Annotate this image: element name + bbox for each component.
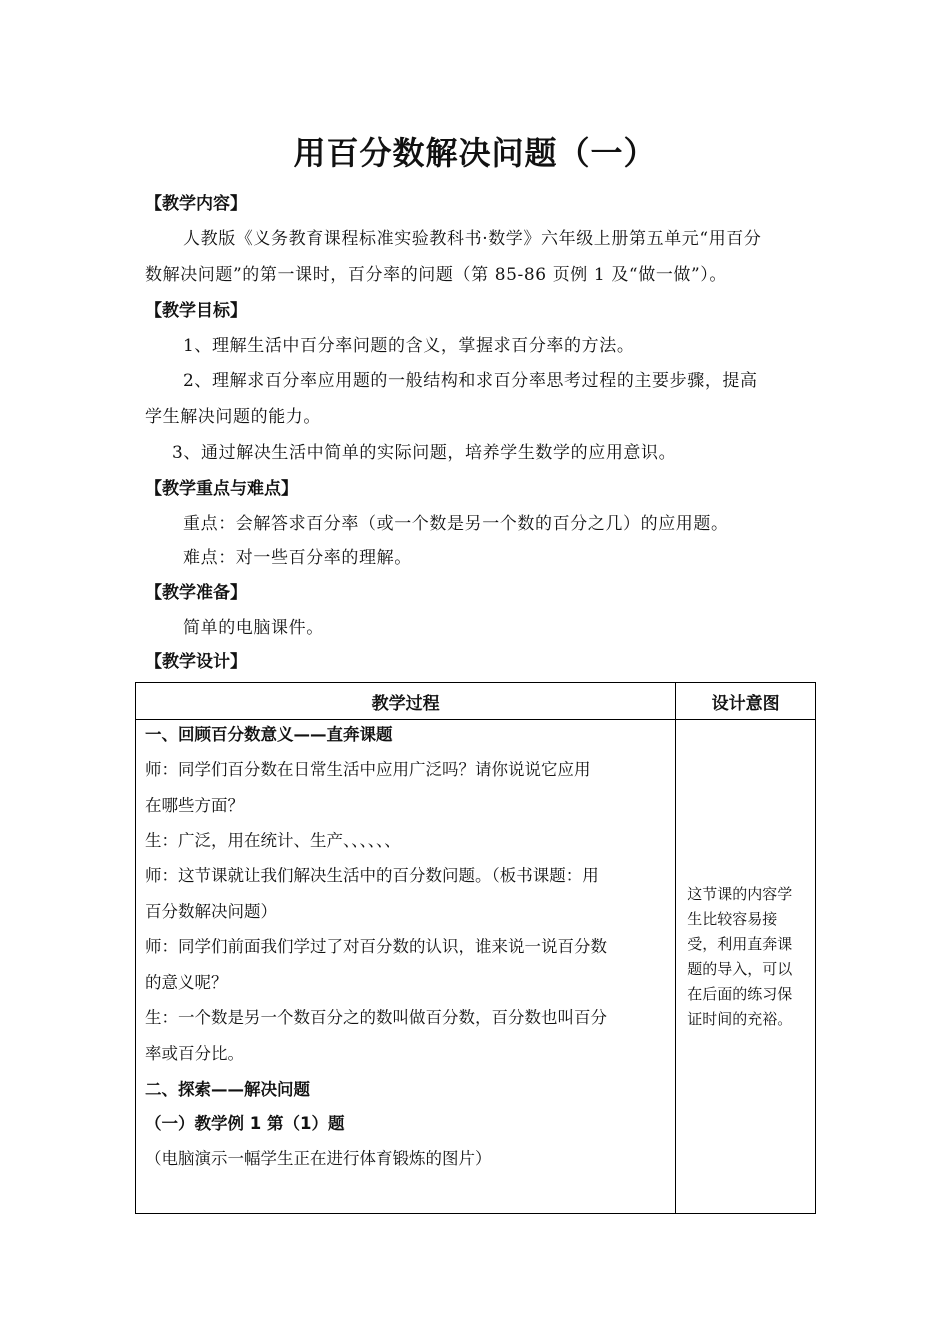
section-heading-content: 【教学内容】 bbox=[145, 194, 247, 214]
goal-line-3: 学生解决问题的能力。 bbox=[145, 407, 321, 427]
header-process-label: 教学过程 bbox=[371, 693, 440, 714]
goal-line-4: 3、通过解决生活中简单的实际问题，培养学生数学的应用意识。 bbox=[172, 443, 677, 463]
process-line-7: 师：同学们前面我们学过了对百分数的认识，谁来说一说百分数 bbox=[145, 937, 607, 956]
section-heading-goals: 【教学目标】 bbox=[145, 301, 247, 321]
page-title: 用百分数解决问题（一） bbox=[293, 134, 657, 172]
intent-line-5: 在后面的练习保 bbox=[687, 985, 793, 1003]
focus-line-2: 难点：对一些百分率的理解。 bbox=[183, 548, 412, 568]
process-line-8: 的意义呢？ bbox=[145, 973, 228, 992]
process-line-5: 师：这节课就让我们解决生活中的百分数问题。（板书课题：用 bbox=[145, 866, 599, 885]
section-heading-prep: 【教学准备】 bbox=[145, 583, 247, 603]
teaching-design-table bbox=[135, 682, 816, 1214]
process-line-6: 百分数解决问题） bbox=[145, 902, 277, 921]
process-cell bbox=[136, 720, 676, 1214]
intent-line-3: 受，利用直奔课 bbox=[687, 935, 793, 953]
intent-line-2: 生比较容易接 bbox=[687, 910, 778, 928]
focus-line-1: 重点：会解答求百分率（或一个数是另一个数的百分之几）的应用题。 bbox=[183, 514, 729, 534]
content-line-1: 人教版《义务教育课程标准实验教科书·数学》六年级上册第五单元“用百分 bbox=[183, 229, 762, 249]
intent-line-4: 题的导入，可以 bbox=[687, 960, 793, 978]
process-line-4: 生：广泛，用在统计、生产、、、、、、 bbox=[145, 831, 401, 850]
process-line-11: 二、探索——解决问题 bbox=[145, 1080, 310, 1099]
header-process bbox=[136, 683, 676, 720]
intent-line-1: 这节课的内容学 bbox=[687, 885, 793, 903]
process-line-2: 师：同学们百分数在日常生活中应用广泛吗？请你说说它应用 bbox=[145, 760, 591, 779]
process-line-9: 生：一个数是另一个数百分之的数叫做百分数，百分数也叫百分 bbox=[145, 1008, 607, 1027]
content-line-2: 数解决问题”的第一课时，百分率的问题（第 85-86 页例 1 及“做一做”）。 bbox=[145, 265, 728, 285]
process-line-3: 在哪些方面？ bbox=[145, 796, 244, 815]
table-row bbox=[136, 720, 816, 1214]
goal-line-2: 2、理解求百分率应用题的一般结构和求百分率思考过程的主要步骤，提高 bbox=[183, 371, 758, 391]
prep-line-1: 简单的电脑课件。 bbox=[183, 618, 324, 638]
table-header-row bbox=[136, 683, 816, 720]
intent-line-6: 证时间的充裕。 bbox=[687, 1010, 793, 1028]
process-line-10: 率或百分比。 bbox=[145, 1044, 244, 1063]
process-line-13: （电脑演示一幅学生正在进行体育锻炼的图片） bbox=[145, 1149, 492, 1168]
header-intent bbox=[676, 683, 816, 720]
section-heading-focus: 【教学重点与难点】 bbox=[145, 479, 298, 499]
intent-cell bbox=[676, 720, 816, 1214]
process-line-12: （一）教学例 1 第（1）题 bbox=[145, 1114, 345, 1133]
process-line-1: 一、回顾百分数意义——直奔课题 bbox=[145, 725, 393, 744]
section-heading-design: 【教学设计】 bbox=[145, 652, 247, 672]
goal-line-1: 1、理解生活中百分率问题的含义，掌握求百分率的方法。 bbox=[183, 336, 635, 356]
header-intent-label: 设计意图 bbox=[711, 693, 780, 714]
